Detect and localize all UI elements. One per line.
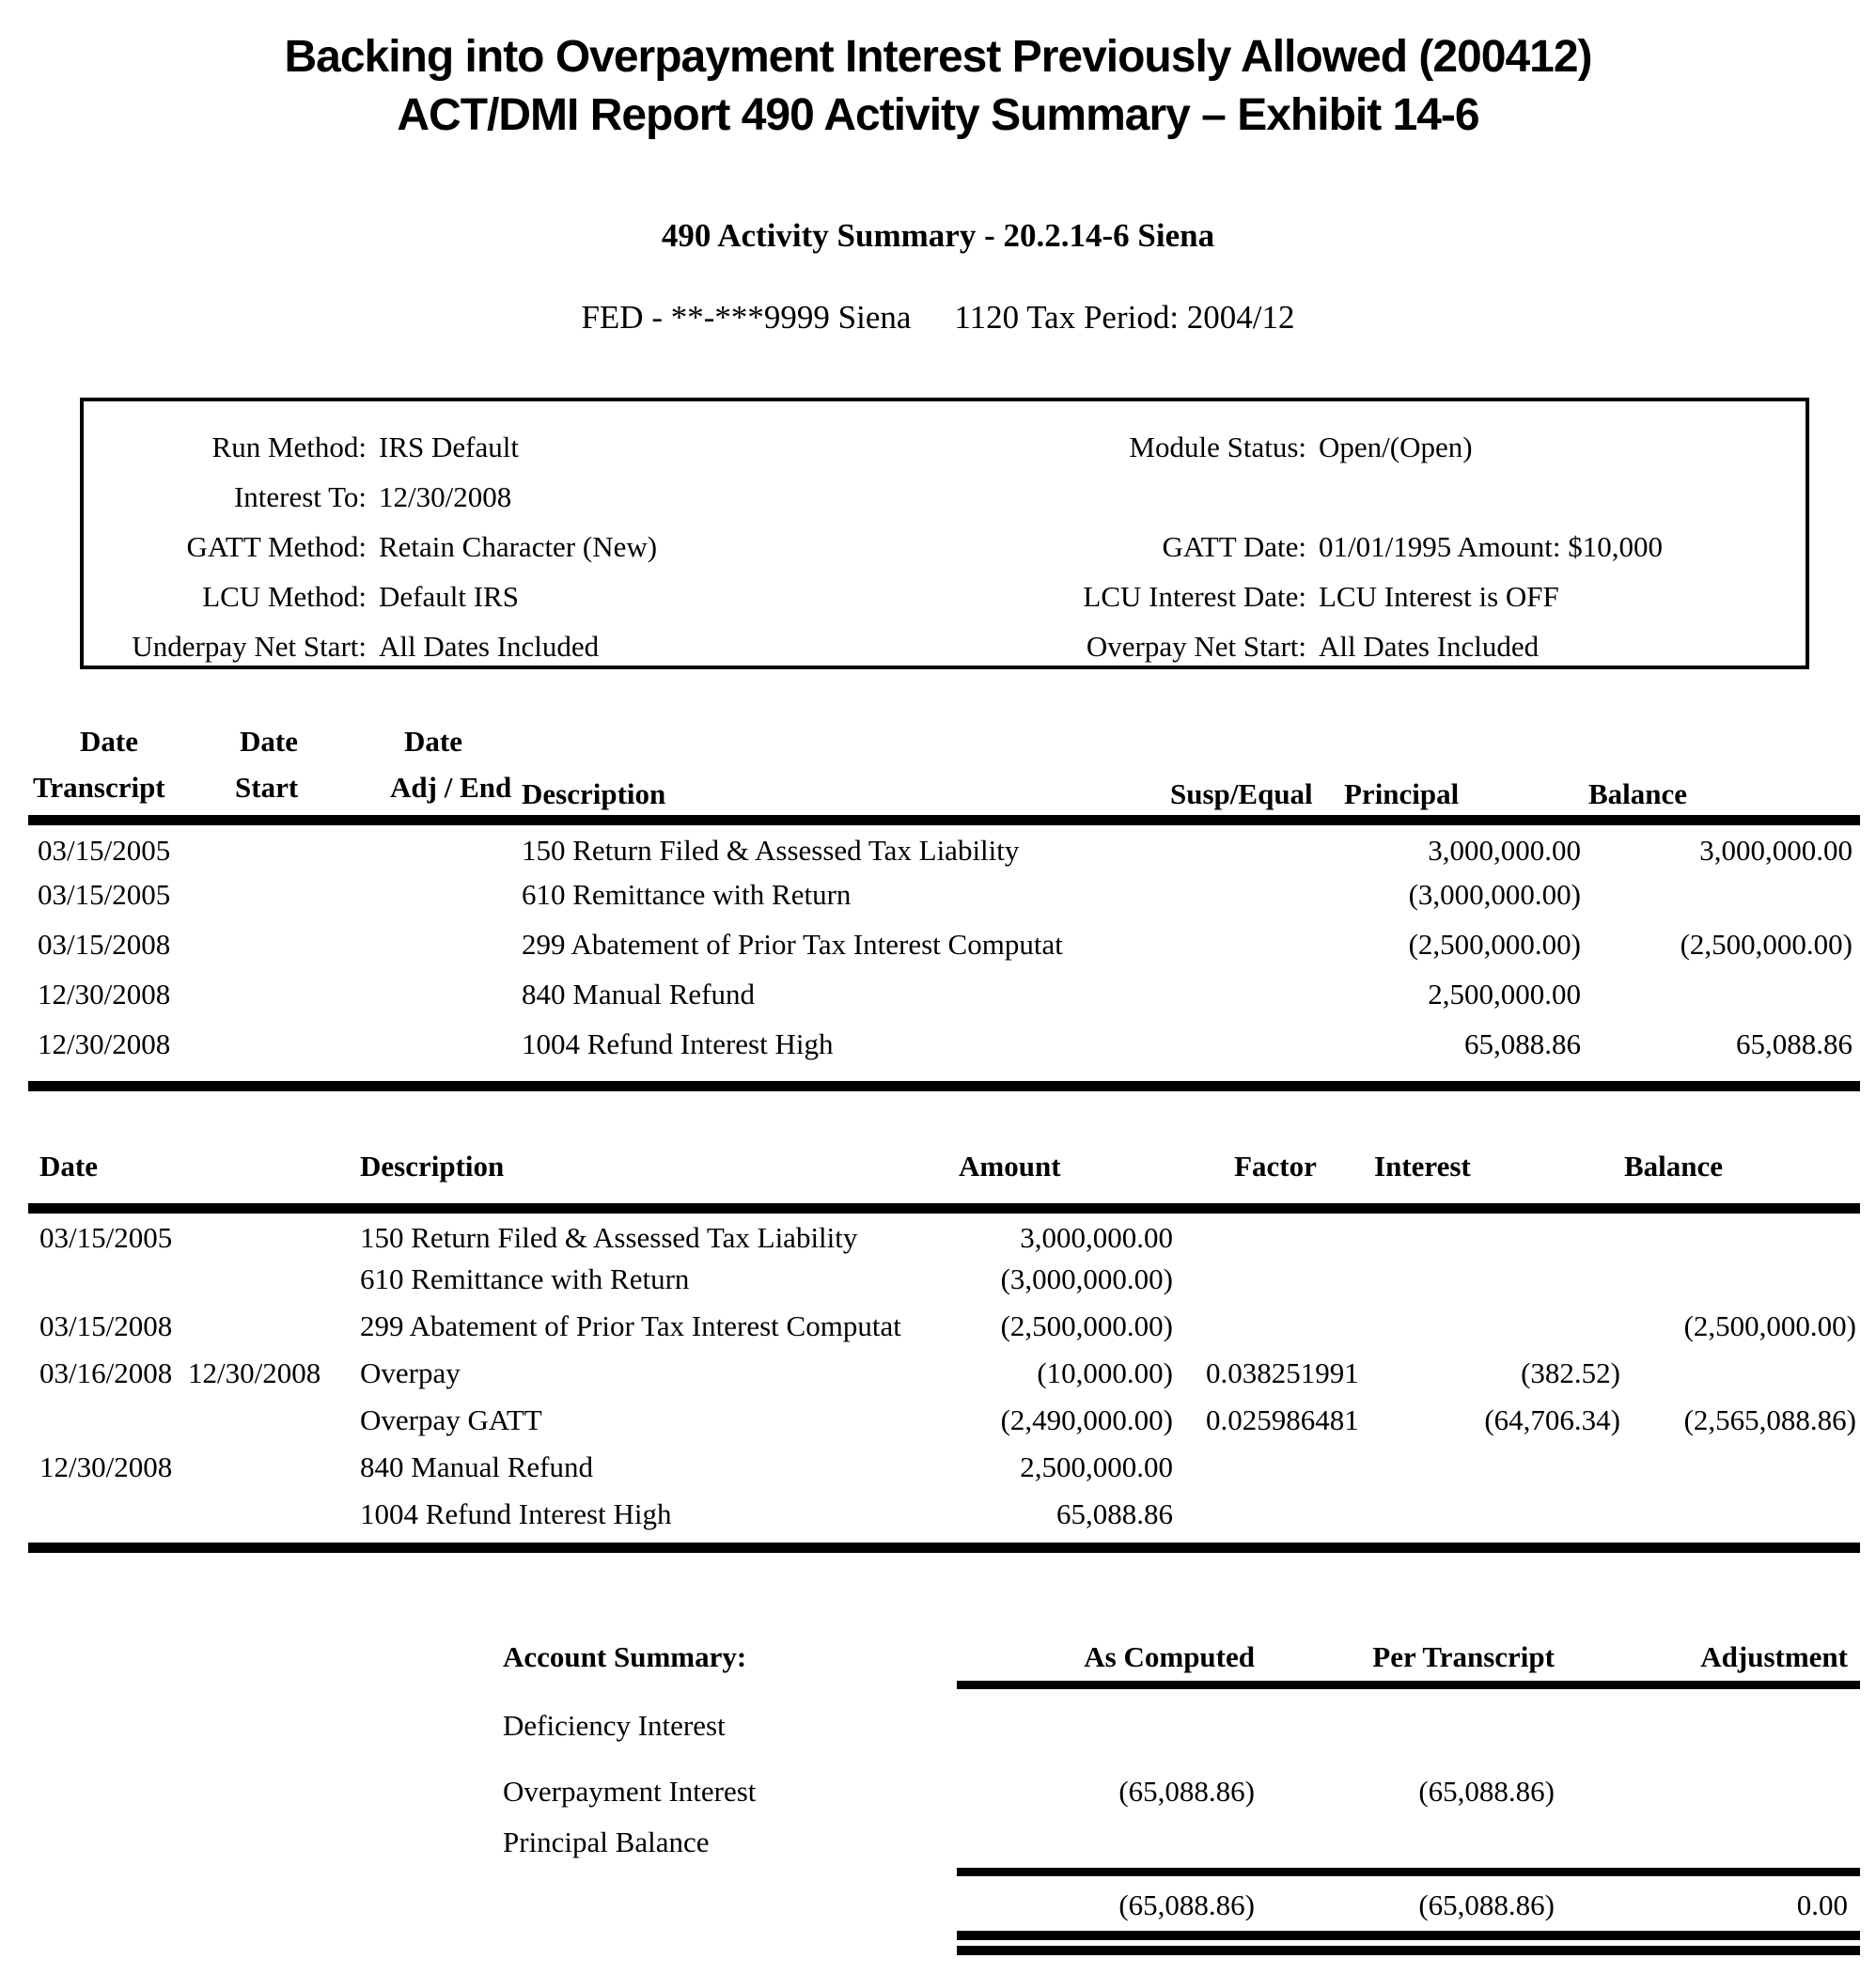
cell-date-start [216,870,367,920]
header-date: Date [28,1134,188,1209]
cell-date: 03/15/2008 [39,1308,173,1342]
param-value: 01/01/1995 Amount: $10,000 [1319,530,1663,563]
cell-interest: (382.52) [1521,1355,1620,1389]
param-row-run-method [99,422,657,472]
cell-date [28,1397,188,1444]
header-as-computed: As Computed [1084,1640,1255,1673]
cell-as-computed [957,1700,1255,1751]
cell-amount: (3,000,000.00) [1000,1261,1173,1295]
cell-date-adj-end [367,970,512,1020]
cell-date: 12/30/2008 [39,1449,173,1483]
cell-interest [1374,1303,1624,1350]
param-row-module-status [742,422,1663,472]
summary-row-deficiency-interest [503,1700,1860,1751]
param-row-overpay-net-start [742,621,1663,671]
cell-date-transcript: 03/15/2005 [38,833,171,867]
computation-row [28,1491,1860,1538]
summary-totals-rule [957,1868,1860,1876]
cell-date-start [216,970,367,1020]
param-value: 12/30/2008 [379,480,512,513]
cell-balance [1624,1444,1860,1491]
cell-interest [1374,1444,1624,1491]
cell-amount: (10,000.00) [1037,1355,1173,1389]
computation-row [28,1303,1860,1350]
cell-date-adj-end [367,870,512,920]
cell-principal: (3,000,000.00) [1408,878,1581,911]
header-factor: Factor [1177,1134,1374,1209]
cell-as-computed [957,1817,1255,1868]
param-row-lcu-method [99,572,657,621]
param-value: Open/(Open) [1319,431,1473,463]
total-adjustment: 0.00 [1796,1888,1848,1921]
cell-date-adj-end [367,821,512,870]
cell-date-end [188,1491,343,1538]
cell-susp-equal [1170,821,1344,870]
total-per-transcript: (65,088.86) [1418,1888,1555,1921]
run-parameters-left [99,422,657,671]
tax-period: 1120 Tax Period: 2004/12 [954,299,1295,336]
cell-date-end [188,1303,343,1350]
cell-adjustment [1555,1817,1860,1868]
cell-balance [1624,1491,1860,1538]
summary-row-label: Principal Balance [503,1825,710,1858]
transcript-activity-table [28,719,1860,1070]
param-row-blank [742,472,1663,522]
cell-principal: 2,500,000.00 [1428,978,1581,1010]
computation-row [28,1397,1860,1444]
cell-factor [1177,1491,1374,1538]
param-row-interest-to [99,472,657,522]
cell-interest [1374,1491,1624,1538]
cell-date-adj-end [367,1020,512,1070]
param-row-underpay-net-start [99,621,657,671]
transcript-row [28,970,1860,1020]
interest-computation-table [28,1134,1860,1538]
double-rule-bottom [957,1946,1860,1955]
cell-description: 610 Remittance with Return [522,878,852,911]
cell-balance: 3,000,000.00 [1699,833,1853,867]
param-label: Run Method: [211,431,367,463]
header-adjustment: Adjustment [1700,1640,1848,1673]
header-description: Description [343,1134,959,1209]
param-label: Interest To: [233,480,367,513]
param-value: All Dates Included [379,630,600,663]
exhibit-title-line1: Backing into Overpayment Interest Previously Allowed (200412) [284,32,1592,82]
cell-date: 03/16/2008 [39,1355,173,1389]
param-row-lcu-interest-date [742,572,1663,621]
header-amount: Amount [959,1134,1177,1209]
cell-adjustment [1555,1700,1860,1751]
interest-computation-section [28,1134,1860,1553]
cell-as-computed: (65,088.86) [1118,1775,1255,1808]
cell-date-start [216,821,367,870]
cell-description: 299 Abatement of Prior Tax Interest Computat [522,928,1063,961]
cell-date-start [216,1020,367,1070]
cell-description: 1004 Refund Interest High [522,1027,834,1060]
transcript-row [28,920,1860,970]
param-value: Default IRS [379,580,519,613]
cell-adjustment [1555,1766,1860,1817]
cell-amount: 2,500,000.00 [1020,1449,1173,1483]
summary-double-rule [957,1931,1860,1955]
transcript-activity-section [28,719,1860,1091]
cell-date-transcript: 03/15/2005 [38,878,171,911]
cell-balance [1624,1209,1860,1256]
cell-amount: 65,088.86 [1056,1496,1173,1530]
cell-date [28,1491,188,1538]
computation-row [28,1256,1860,1303]
cell-interest [1374,1256,1624,1303]
cell-date-adj-end [367,920,512,970]
cell-susp-equal [1170,1020,1344,1070]
param-value: All Dates Included [1319,630,1540,663]
param-value: LCU Interest is OFF [1319,580,1559,613]
param-label: Module Status: [1129,431,1306,463]
cell-principal: (2,500,000.00) [1408,928,1581,961]
summary-header-rule [957,1681,1860,1689]
computation-table-header-row [28,1134,1860,1209]
header-principal: Principal [1344,719,1588,821]
cell-balance: 65,088.86 [1736,1027,1853,1060]
computation-row [28,1350,1860,1397]
cell-susp-equal [1170,870,1344,920]
cell-description: Overpay GATT [360,1402,542,1436]
header-date-start: Date Start [216,719,367,821]
cell-balance: (2,500,000.00) [1680,928,1853,961]
param-row-gatt-date [742,522,1663,572]
param-label: GATT Method: [186,530,367,563]
summary-totals-row [503,1880,1860,1931]
cell-factor [1177,1303,1374,1350]
summary-row-label: Deficiency Interest [503,1709,726,1742]
computation-row [28,1444,1860,1491]
header-interest: Interest [1374,1134,1624,1209]
header-per-transcript: Per Transcript [1372,1640,1555,1673]
report-heading: 490 Activity Summary - 20.2.14-6 Siena [661,217,1215,254]
param-label: LCU Interest Date: [1083,580,1306,613]
cell-balance: (2,565,088.86) [1683,1402,1856,1436]
cell-balance: (2,500,000.00) [1683,1308,1856,1342]
cell-balance [1624,1256,1860,1303]
cell-per-transcript: (65,088.86) [1418,1775,1555,1808]
cell-balance [1588,870,1860,920]
exhibit-title-line2: ACT/DMI Report 490 Activity Summary – Exhibit 14-6 [397,90,1479,140]
cell-description: 299 Abatement of Prior Tax Interest Computat [360,1308,901,1342]
cell-date: 03/15/2005 [39,1221,173,1255]
exhibit-title [0,28,1876,145]
transcript-row [28,870,1860,920]
double-rule-top [957,1931,1860,1940]
total-as-computed: (65,088.86) [1118,1888,1255,1921]
param-label: Overpay Net Start: [1086,630,1306,663]
summary-row-principal-balance [503,1817,1860,1868]
cell-principal: 65,088.86 [1464,1027,1581,1060]
summary-row-label: Overpayment Interest [503,1775,757,1808]
header-balance: Balance [1588,719,1860,821]
cell-factor [1177,1209,1374,1256]
cell-principal: 3,000,000.00 [1428,833,1581,867]
cell-date-start [216,920,367,970]
header-susp-equal: Susp/Equal [1170,719,1344,821]
cell-description: 840 Manual Refund [360,1449,593,1483]
account-summary-title: Account Summary: [503,1640,747,1673]
cell-description: 1004 Refund Interest High [360,1496,672,1530]
cell-susp-equal [1170,920,1344,970]
cell-date-transcript: 12/30/2008 [38,978,171,1010]
cell-date [28,1256,188,1303]
param-row-gatt-method [99,522,657,572]
summary-row-overpayment-interest [503,1766,1860,1817]
cell-amount: (2,500,000.00) [1000,1308,1173,1342]
transcript-table-header-row [28,719,1860,821]
taxpayer-line [0,299,1876,337]
cell-balance [1588,970,1860,1020]
cell-description: 610 Remittance with Return [360,1261,690,1295]
cell-factor [1177,1256,1374,1303]
cell-date-transcript: 03/15/2008 [38,928,171,961]
cell-factor [1177,1444,1374,1491]
header-date-end [188,1134,343,1209]
cell-susp-equal [1170,970,1344,1020]
cell-factor: 0.025986481 [1206,1402,1359,1436]
cell-per-transcript [1255,1700,1555,1751]
param-value: Retain Character (New) [379,530,658,563]
transcript-row [28,821,1860,870]
header-description: Description [512,719,1170,821]
param-label: LCU Method: [202,580,367,613]
cell-description: 150 Return Filed & Assessed Tax Liability [360,1221,858,1255]
cell-amount: 3,000,000.00 [1020,1221,1173,1255]
header-date-adj-end: Date Adj / End [367,719,512,821]
cell-description: 150 Return Filed & Assessed Tax Liability [522,833,1020,867]
cell-date-end [188,1397,343,1444]
cell-interest: (64,706.34) [1484,1402,1620,1436]
cell-factor: 0.038251991 [1206,1355,1359,1389]
transcript-row [28,1020,1860,1070]
computation-row [28,1209,1860,1256]
cell-date-end [188,1444,343,1491]
cell-date-transcript: 12/30/2008 [38,1027,171,1060]
totals-label-spacer [503,1880,957,1931]
param-value: IRS Default [379,431,519,463]
cell-date-end: 12/30/2008 [188,1355,321,1389]
taxpayer-id: FED - **-***9999 Siena [581,299,912,336]
header-date-transcript: Date Transcript [28,719,216,821]
account-summary-header-row [503,1634,1860,1681]
cell-date-end [188,1256,343,1303]
cell-balance [1624,1350,1860,1397]
run-parameters-box [80,398,1809,669]
cell-description: Overpay [360,1355,461,1389]
cell-amount: (2,490,000.00) [1000,1402,1173,1436]
cell-interest [1374,1209,1624,1256]
cell-date-end [188,1209,343,1256]
run-parameters-right [742,422,1663,671]
param-label: Underpay Net Start: [132,630,367,663]
account-summary [503,1634,1860,1955]
cell-description: 840 Manual Refund [522,978,755,1010]
cell-per-transcript [1255,1817,1555,1868]
header-balance: Balance [1624,1134,1860,1209]
param-label: GATT Date: [1162,530,1306,563]
